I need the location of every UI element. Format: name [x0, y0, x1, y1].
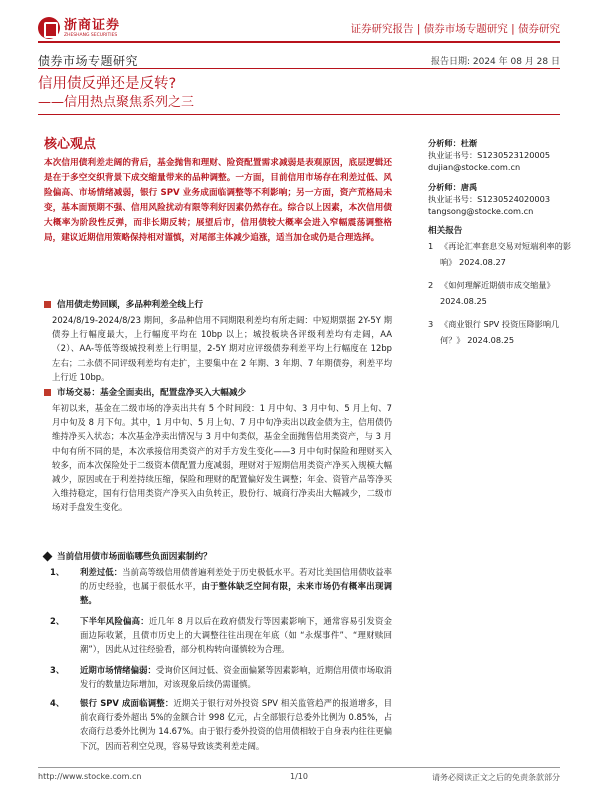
analyst-email: tangsong@stocke.com.cn [428, 206, 534, 216]
item-text: 当前高等级信用债普遍利差处于历史极低水平。若对比美国信用债收益率的历史经验，也属于很低水平， [80, 567, 392, 592]
related-text [440, 317, 578, 348]
related-title: 《如何理解近期债市成交缩量》 [440, 280, 555, 290]
related-report-link[interactable] [428, 239, 578, 270]
logo-name: 浙商证券 [64, 17, 121, 33]
related-report-link[interactable] [428, 278, 578, 309]
item-number: 2、 [50, 616, 65, 626]
cert-number: S1230524020003 [477, 194, 551, 204]
negative-item [50, 663, 392, 691]
section-body-review: 2024/8/19-2024/8/23 期间，多品种信用不同期限利差均有所走阔：中短期票据 2Y-5Y 期债券上行幅度最大，上行幅度平均在 10bp 以上；城投板块各评级利差均有走阔，AA（2）、AA-等低等级城投利差上行明显，2-5Y 期对应评级债券利差平均上行幅度在 12bp 左右；二永债不同评级利差均有走扩，主要集中在 2 年期、3 年期、7 年期债券，利差平均上行近 10bp。 [52, 315, 392, 382]
bullet-diamond-icon [43, 551, 53, 561]
footer-disclaimer: 请务必阅读正文之后的免责条款部分 [432, 773, 560, 782]
item-body [80, 663, 392, 691]
related-title: 《商业银行 SPV 投资压降影响几何？》 [440, 319, 560, 345]
negative-item [50, 696, 392, 753]
item-number: 3、 [50, 665, 65, 675]
related-number: 1 [428, 241, 434, 251]
category-divider [38, 68, 560, 69]
related-date: 2024.08.27 [459, 256, 506, 267]
item-text: 近几年 8 月以后在政府债发行等因素影响下，通常容易引发资金面边际收紧，且债市历史上的大调整往往出现在年底（如 “永煤事件”、“理财赎回潮”），因此从过往经验看，部分机构转向谨慎较为合理。 [80, 616, 392, 655]
bullet-square-icon [44, 301, 51, 308]
section-head-text: 信用债走势回顾，多品种利差全线上行 [57, 300, 204, 310]
footer-divider [38, 767, 560, 768]
item-keyword: 下半年风险偏高： [80, 616, 149, 626]
section-head-negatives [44, 550, 212, 562]
core-summary: 本次信用债利差走阔的背后，基金抛售和理财、险资配置需求减弱是表观原因，底层逻辑还是在于多空交织背景下成交缩量带来的品种调整。一方面，目前信用市场存在利差过低、风险偏高、市场情绪减弱，银行 SPV 业务成面临调整等不利影响；另一方面，资产荒格局未变，基本面预期不强、信用风险扰动有限等利好因素仍然存在。综合以上因素，本次信用债大概率为阶段性反弹，而非长期反转；展望后市，信用债较大概率会进入窄幅震荡调整格局，建议近期信用策略保持相对谨慎，对尾部主体减少追涨，适当加仓或仍是合理选择。 [44, 158, 392, 243]
item-body [80, 696, 392, 753]
analyst-label: 分析师： [428, 138, 461, 148]
item-keyword: 近期市场情绪偏弱： [80, 665, 156, 675]
negative-item [50, 614, 392, 657]
report-subtitle: ——信用热点聚焦系列之三 [38, 95, 195, 110]
related-title: 《再论汇率套息交易对短端利率的影响》 [440, 241, 572, 267]
item-text: 近期关于银行对外投资 SPV 相关监管趋严的报道增多，目前农商行委外超出 5%的金额合计 998 亿元，占全部银行总委外比例为 0.85%，占农商行总委外比例为 14.67%。由于银行委外投资的信用债相较于自身表内往往更偏下沉，因而若利空兑现，容易导致该类利差走阔。 [80, 698, 393, 751]
item-keyword: 利差过低： [80, 567, 123, 577]
cert-label: 执业证书号： [428, 150, 478, 160]
item-keyword: 银行 SPV 成面临调整： [80, 698, 174, 708]
company-logo [38, 12, 138, 44]
item-body [80, 614, 392, 657]
analyst-email: dujian@stocke.com.cn [428, 162, 521, 172]
item-number: 1、 [50, 567, 65, 577]
related-text [440, 239, 578, 270]
report-type-breadcrumb: 证券研究报告 | 债券市场专题研究 | 债券研究 [350, 23, 560, 35]
analyst-name: 杜渐 [460, 138, 478, 148]
section-title-core-views: 核心观点 [44, 137, 97, 152]
logo-mark-icon [38, 17, 60, 39]
logo-name-en: ZHESHANG SECURITIES [64, 32, 118, 38]
report-date: 报告日期: 2024 年 08 月 28 日 [430, 57, 560, 67]
negative-item [50, 565, 392, 608]
related-report-link[interactable] [428, 317, 578, 348]
related-reports-title: 相关报告 [428, 226, 463, 236]
section-body-trading: 年初以来，基金在二级市场的净卖出共有 5 个时间段：1 月中旬、3 月中旬、5 月上旬、7 月中旬及 8 月下旬。其中，1 月中旬、5 月上旬、7 月中旬净卖出以政金债为主，信用债仍维持净买入状态；本次基金净卖出情况与 3 月中旬类似，基金全面抛售信用类资产，与 3 月中旬有所不同的是，本次承接信用类资产的对手方发生变化——3 月中旬时保险和理财买入较多，而本次保险处于二级资本债配置力度减弱，理财对于短期信用类资产净买入规模大幅减少，原因或在于利差持续压缩，保险和理财的配置偏好发生调整；年金、资管产品等净买入维持稳定，国有行信用类资产净买入由负转正，股份行、城商行净卖出大幅减少，二级市场对手盘发生变化。 [52, 403, 392, 513]
section-head-trading [44, 386, 246, 398]
related-number: 2 [428, 280, 434, 290]
section-head-text: 市场交易：基金全面卖出，配置盘净买入大幅减少 [57, 388, 247, 398]
item-text: 受询价区间过低、资金面偏紧等因素影响，近期信用债市场取消发行的数量边际增加，对该现象后续仍需谨慎。 [80, 665, 392, 690]
related-date: 2024.08.25 [467, 334, 515, 345]
page-number: 1/10 [290, 772, 308, 781]
related-number: 3 [428, 319, 434, 329]
section-head-text: 当前信用债市场面临哪些负面因素制约？ [57, 552, 212, 562]
related-date: 2024.08.25 [440, 295, 487, 306]
report-title: 信用债反弹还是反转? [38, 76, 177, 92]
header-divider [38, 41, 560, 43]
title-divider [38, 114, 560, 115]
item-number: 4、 [50, 698, 65, 708]
cert-number: S1230523120005 [477, 150, 551, 160]
report-category: 债券市场专题研究 [38, 54, 139, 68]
item-body [80, 565, 392, 608]
footer-url[interactable]: http://www.stocke.com.cn [38, 772, 142, 781]
analyst-card [428, 137, 578, 173]
analyst-card [428, 181, 578, 217]
bullet-square-icon [44, 389, 51, 396]
cert-label: 执业证书号： [428, 194, 478, 204]
item-emphasis: 由于整体缺乏空间有限，未来市场仍有概率出现调整。 [80, 581, 393, 606]
analyst-label: 分析师： [428, 182, 461, 192]
section-head-review [44, 298, 203, 310]
related-text [440, 278, 578, 309]
analyst-name: 唐禹 [460, 182, 478, 192]
